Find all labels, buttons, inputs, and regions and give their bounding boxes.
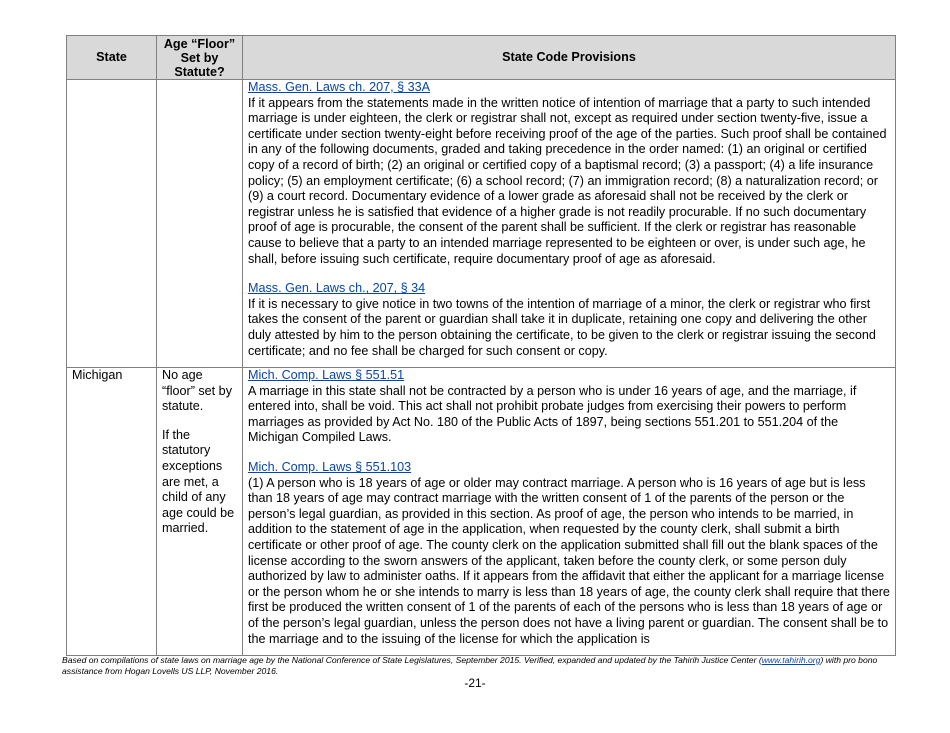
- age-floor-paragraph: If the statutory exceptions are met, a child of any age could be married.: [162, 427, 235, 536]
- table-row: [67, 80, 896, 368]
- table-body: [67, 80, 896, 656]
- provision-block: [248, 80, 890, 267]
- provisions-cell: [243, 80, 896, 368]
- statute-citation-link[interactable]: Mass. Gen. Laws ch. 207, § 33A: [248, 80, 431, 94]
- page-number: -21-: [464, 676, 486, 690]
- statute-text: A marriage in this state shall not be contracted by a person who is under 16 years of age, and the marriage, if entered into, shall be void. This act shall not prohibit probate judges from exercising their powers to perform marriages as provided by Act No. 180 of the Public Acts of 1897, being sections 551.201 to 551.204 of the Michigan Compiled Laws.: [248, 383, 857, 445]
- provision-block: [248, 460, 890, 647]
- provisions-cell: [243, 368, 896, 656]
- table-header-row: [67, 36, 896, 80]
- state-cell: [67, 80, 157, 368]
- table-row: [67, 368, 896, 656]
- footnote-text-before: Based on compilations of state laws on marriage age by the National Conference of State Legislatures, September 2015. Verified, expanded and updated by the Tahirih Justice Center (: [62, 655, 762, 665]
- state-column-header: State: [67, 36, 157, 80]
- state-cell: Michigan: [67, 368, 157, 656]
- statute-text: If it appears from the statements made in the written notice of intention of marriage that a party to such intended marriage is under eighteen, the clerk or registrar shall not, except as required under section twenty-five, issue a certificate under section twenty-eight before receiving proof of the age of the parties. Such proof shall be contained in any of the following documents, graded and taking precedence in the order named: (1) an original or certified copy of a record of birth; (2) an original or certified copy of a baptismal record; (3) a passport; (4) a life insurance policy; (5) an employment certificate; (6) a school record; (7) an immigration record; (8) a naturalization record; or (9) a court record. Documentary evidence of a lower grade as aforesaid shall not be received by the clerk or registrar unless he is satisfied that evidence of a higher grade is not readily procurable. If no such documentary proof of age is procurable, the consent of the parent shall be sufficient. If the clerk or registrar has reasonable cause to believe that a party to an intended marriage represented to be eighteen or over, is under such age, he shall, before issuing such certificate, require documentary proof of age as aforesaid.: [248, 95, 887, 266]
- tahirih-link[interactable]: www.tahirih.org: [761, 655, 821, 665]
- age-floor-column-header: Age “Floor” Set by Statute?: [157, 36, 243, 80]
- statute-citation-link[interactable]: Mass. Gen. Laws ch., 207, § 34: [248, 281, 426, 296]
- provision-block: [248, 281, 890, 359]
- statute-citation-link[interactable]: Mich. Comp. Laws § 551.103: [248, 460, 412, 475]
- age-floor-cell: [157, 80, 243, 368]
- source-footnote: [62, 655, 898, 677]
- footnote-text-after: ) with pro bono assistance from Hogan Lovells US LLP, November 2016.: [62, 655, 878, 676]
- age-floor-paragraph: No age “floor” set by statute.: [162, 368, 232, 414]
- statute-text: If it is necessary to give notice in two towns of the intention of marriage of a minor, the clerk or registrar who first takes the consent of the parent or guardian shall take it in duplicate, retaining one copy and delivering the other duly attested by him to the person obtaining the certificate, to be given to the clerk or registrar issuing the second certificate; and no fee shall be charged for such consent or copy.: [248, 296, 876, 358]
- state-law-table: [66, 35, 896, 656]
- statute-citation-link[interactable]: Mich. Comp. Laws § 551.51: [248, 368, 405, 383]
- provisions-column-header: State Code Provisions: [243, 36, 896, 80]
- age-floor-cell: [157, 368, 243, 656]
- provision-block: [248, 368, 890, 446]
- statute-text: (1) A person who is 18 years of age or older may contract marriage. A person who is 16 years of age but is less than 18 years of age may contract marriage with the written consent of 1 of the parents of the person or the person’s legal guardian, as provided in this section. As proof of age, the person who intends to be married, in addition to the statement of age in the application, when requested by the county clerk, shall submit a birth certificate or other proof of age. The county clerk on the application submitted shall fill out the blank spaces of the license according to the sworn answers of the applicant, taken before the county clerk, or some person duly authorized by law to administer oaths. If it appears from the affidavit that either the applicant for a marriage license or the person whom he or she intends to marry is less than 18 years of age, the county clerk shall require that there first be produced the written consent of 1 of the parents of each of the persons who is less than 18 years of age or of the person’s legal guardian, unless the person does not have a living parent or guardian. The consent shall be to the marriage and to the issuing of the license for which the application is: [248, 475, 890, 646]
